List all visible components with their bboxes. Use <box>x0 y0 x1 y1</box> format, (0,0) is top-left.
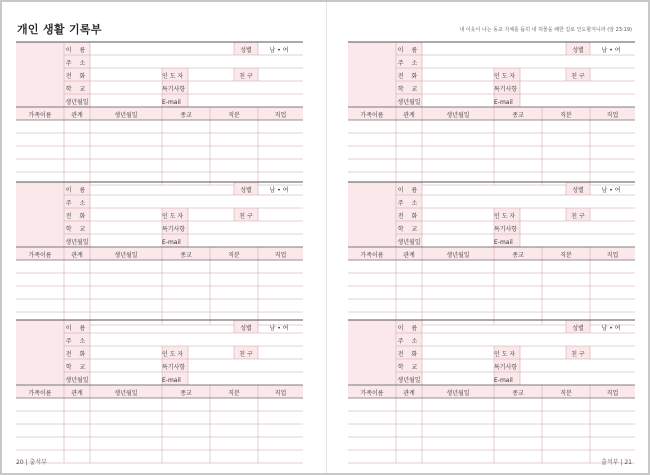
phone-label: 전 화 <box>65 213 89 220</box>
header-verse: 내 이웃이 나는 동교 지체를 돕히 내 허물을 해한 길로 인도할지니라 (암 23:19) <box>459 27 632 33</box>
name-label: 이 름 <box>65 325 89 332</box>
right-page-number: 21 <box>624 459 632 466</box>
family-header-birthdate: 생년월일 <box>114 252 138 259</box>
name-label: 이 름 <box>397 47 421 54</box>
right-footer-label: 출석부 <box>601 459 619 466</box>
guide-label: 인 도 자 <box>162 351 184 358</box>
photo-area <box>16 42 64 107</box>
school-label: 학 교 <box>65 364 89 371</box>
family-header-occupation: 직업 <box>606 252 619 259</box>
birth-label: 생년월일 <box>65 377 89 384</box>
family-header-relation: 관계 <box>71 112 83 119</box>
family-header-name: 가족이름 <box>360 112 384 119</box>
family-header-occupation: 직업 <box>274 390 287 397</box>
gender-label: 성별 <box>572 187 584 194</box>
name-label: 이 름 <box>65 187 89 194</box>
email-label: E-mail <box>494 99 513 106</box>
email-label: E-mail <box>162 239 181 246</box>
address-label: 주 소 <box>397 60 421 67</box>
school-label: 학 교 <box>397 364 421 371</box>
guide-label: 인 도 자 <box>162 73 184 80</box>
district-label: 친 구 <box>239 213 253 220</box>
family-header-title: 직분 <box>228 252 240 259</box>
family-header-birthdate: 생년월일 <box>114 390 138 397</box>
photo-area <box>348 42 396 107</box>
left-footer-label: 출석부 <box>29 459 47 466</box>
family-header-title: 직분 <box>560 112 572 119</box>
address-label: 주 소 <box>65 60 89 67</box>
family-header-relation: 관계 <box>403 252 415 259</box>
note-label: 특기사항 <box>162 364 186 371</box>
gender-label: 성별 <box>240 325 252 332</box>
phone-label: 전 화 <box>65 351 89 358</box>
family-header-name: 가족이름 <box>360 390 384 397</box>
address-label: 주 소 <box>65 338 89 345</box>
family-header-religion: 종교 <box>512 252 524 259</box>
photo-area <box>348 320 396 385</box>
family-header-religion: 종교 <box>512 112 524 119</box>
phone-label: 전 화 <box>65 73 89 80</box>
guide-label: 인 도 자 <box>162 213 184 220</box>
guide-label: 인 도 자 <box>494 213 516 220</box>
family-header-religion: 종교 <box>180 252 192 259</box>
birth-label: 생년월일 <box>65 99 89 106</box>
family-header-occupation: 직업 <box>274 252 287 259</box>
school-label: 학 교 <box>65 86 89 93</box>
family-header-name: 가족이름 <box>28 252 52 259</box>
family-header-title: 직분 <box>560 252 572 259</box>
address-label: 주 소 <box>65 200 89 207</box>
gender-label: 성별 <box>572 47 584 54</box>
family-header-birthdate: 생년월일 <box>446 112 470 119</box>
school-label: 학 교 <box>65 226 89 233</box>
school-label: 학 교 <box>397 86 421 93</box>
family-header-relation: 관계 <box>71 390 83 397</box>
name-label: 이 름 <box>397 187 421 194</box>
page-title: 개인 생활 기록부 <box>17 23 102 36</box>
phone-label: 전 화 <box>397 73 421 80</box>
birth-label: 생년월일 <box>397 99 421 106</box>
name-label: 이 름 <box>65 47 89 54</box>
family-header-birthdate: 생년월일 <box>446 252 470 259</box>
family-header-name: 가족이름 <box>28 112 52 119</box>
family-header-name: 가족이름 <box>28 390 52 397</box>
district-label: 친 구 <box>571 73 585 80</box>
address-label: 주 소 <box>397 338 421 345</box>
gender-label: 성별 <box>240 187 252 194</box>
family-header-relation: 관계 <box>403 112 415 119</box>
gender-options[interactable]: 남 • 여 <box>269 187 289 194</box>
photo-area <box>16 320 64 385</box>
family-header-religion: 종교 <box>512 390 524 397</box>
district-label: 친 구 <box>571 213 585 220</box>
family-header-birthdate: 생년월일 <box>114 112 138 119</box>
district-label: 친 구 <box>239 73 253 80</box>
workbook-spread <box>2 2 648 473</box>
email-label: E-mail <box>162 99 181 106</box>
gender-options[interactable]: 남 • 여 <box>601 47 621 54</box>
family-header-religion: 종교 <box>180 112 192 119</box>
note-label: 특기사항 <box>162 86 186 93</box>
guide-label: 인 도 자 <box>494 73 516 80</box>
gender-label: 성별 <box>572 325 584 332</box>
birth-label: 생년월일 <box>397 239 421 246</box>
family-header-name: 가족이름 <box>360 252 384 259</box>
gender-label: 성별 <box>240 47 252 54</box>
email-label: E-mail <box>494 377 513 384</box>
photo-area <box>348 182 396 247</box>
family-header-birthdate: 생년월일 <box>446 390 470 397</box>
family-header-relation: 관계 <box>71 252 83 259</box>
email-label: E-mail <box>162 377 181 384</box>
family-header-religion: 종교 <box>180 390 192 397</box>
note-label: 특기사항 <box>162 226 186 233</box>
birth-label: 생년월일 <box>65 239 89 246</box>
note-label: 특기사항 <box>494 86 518 93</box>
family-header-relation: 관계 <box>403 390 415 397</box>
family-header-title: 직분 <box>228 112 240 119</box>
family-header-title: 직분 <box>228 390 240 397</box>
name-label: 이 름 <box>397 325 421 332</box>
family-header-title: 직분 <box>560 390 572 397</box>
photo-area <box>16 182 64 247</box>
birth-label: 생년월일 <box>397 377 421 384</box>
left-folio: 20 | 출석부 <box>16 459 47 466</box>
page-gutter <box>326 2 327 473</box>
email-label: E-mail <box>494 239 513 246</box>
family-header-occupation: 직업 <box>606 390 619 397</box>
school-label: 학 교 <box>397 226 421 233</box>
right-folio: 출석부 | 21 <box>601 459 632 466</box>
address-label: 주 소 <box>397 200 421 207</box>
gender-options[interactable]: 남 • 여 <box>601 325 621 332</box>
left-page-number: 20 <box>16 459 24 466</box>
gender-options[interactable]: 남 • 여 <box>601 187 621 194</box>
phone-label: 전 화 <box>397 351 421 358</box>
family-header-occupation: 직업 <box>274 112 287 119</box>
district-label: 친 구 <box>571 351 585 358</box>
gender-options[interactable]: 남 • 여 <box>269 47 289 54</box>
guide-label: 인 도 자 <box>494 351 516 358</box>
note-label: 특기사항 <box>494 364 518 371</box>
phone-label: 전 화 <box>397 213 421 220</box>
family-header-occupation: 직업 <box>606 112 619 119</box>
note-label: 특기사항 <box>494 226 518 233</box>
gender-options[interactable]: 남 • 여 <box>269 325 289 332</box>
district-label: 친 구 <box>239 351 253 358</box>
